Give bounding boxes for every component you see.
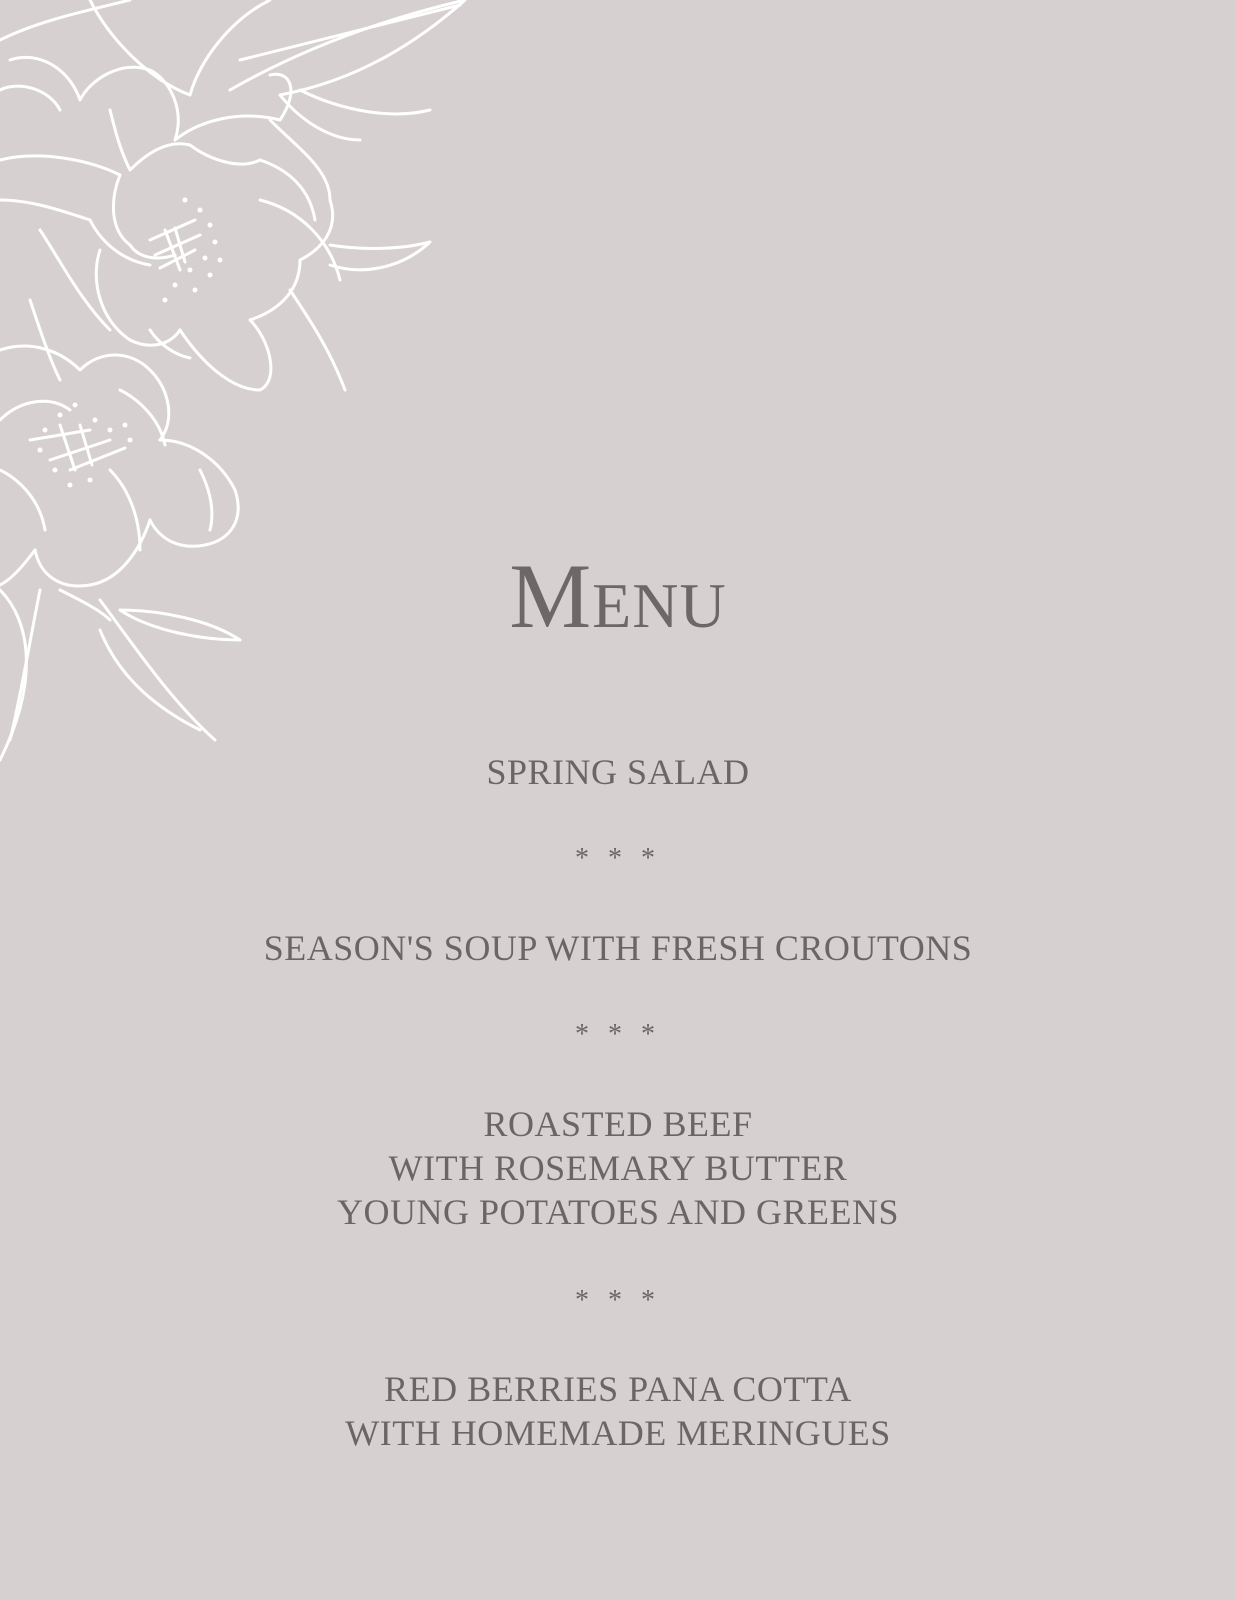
separator-1: * * * (575, 843, 661, 874)
menu-title: Menu (509, 545, 727, 647)
course-1 (0, 750, 1236, 794)
course-3-line-2: WITH ROSEMARY BUTTER (388, 1148, 848, 1188)
course-4-line-2: WITH HOMEMADE MERINGUES (345, 1413, 891, 1453)
course-2 (0, 926, 1236, 970)
floral-line-art-icon (0, 0, 480, 780)
separator-3: * * * (575, 1285, 661, 1316)
course-3-line-3: YOUNG POTATOES AND GREENS (337, 1192, 899, 1232)
course-3-line-1: ROASTED BEEF (483, 1104, 753, 1144)
course-4 (0, 1367, 1236, 1455)
course-1-line-1: SPRING SALAD (486, 752, 750, 792)
course-3 (0, 1102, 1236, 1234)
course-4-line-1: RED BERRIES PANA COTTA (384, 1369, 852, 1409)
separator-2: * * * (575, 1019, 661, 1050)
course-2-line-1: SEASON'S SOUP WITH FRESH CROUTONS (263, 928, 973, 968)
